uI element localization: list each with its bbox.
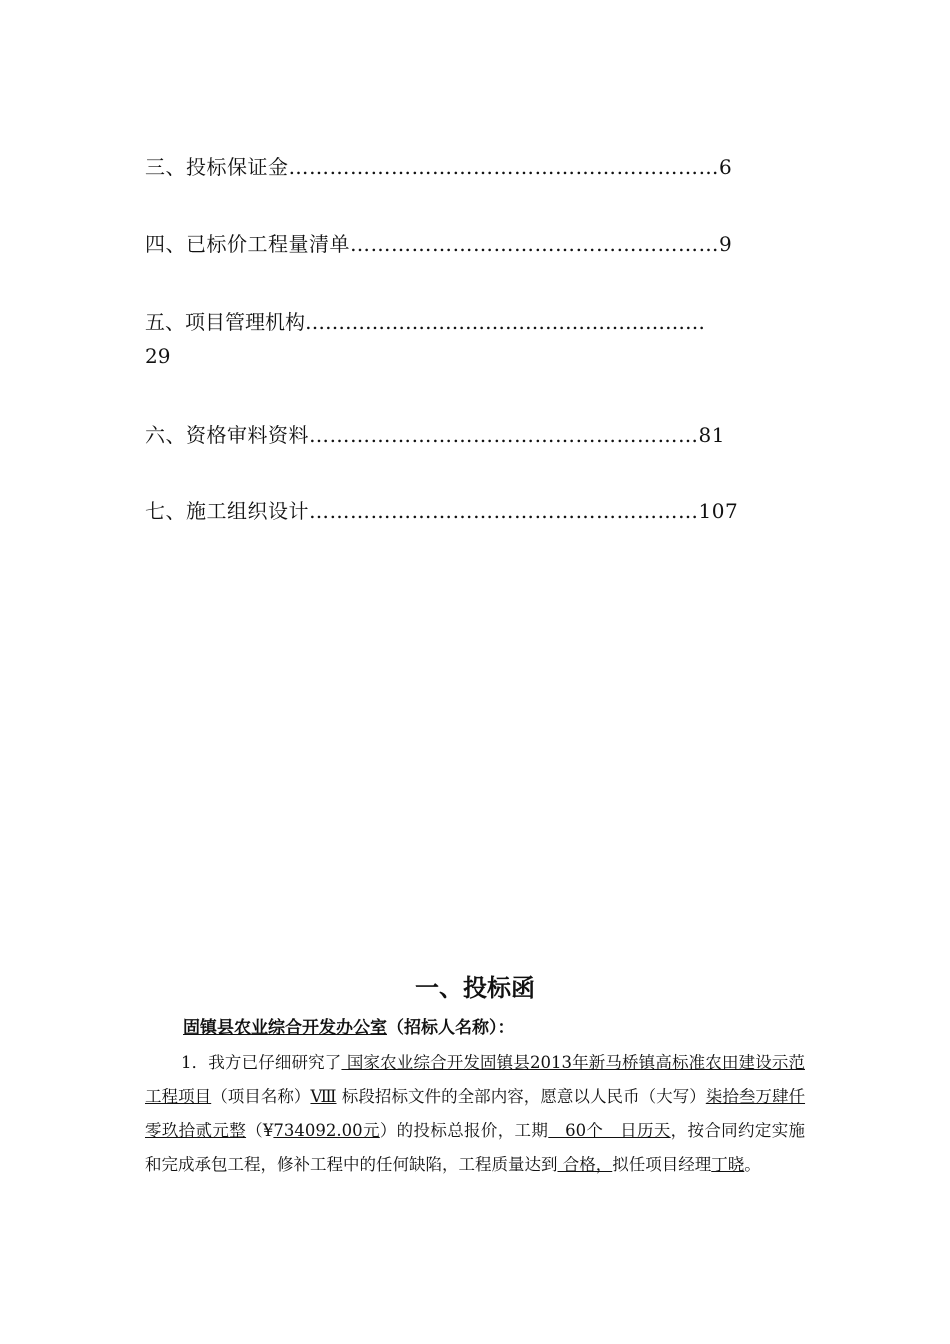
para-text-2: 标段招标文件的全部内容，愿意以人民币（大写）: [336, 1087, 706, 1106]
para-end: 。: [744, 1155, 761, 1174]
lot-number: Ⅷ: [310, 1087, 337, 1106]
toc-page: 81: [698, 423, 725, 447]
project-name: 国家农业综合开发固镇县2013年新马桥镇高标准农田建设示范工程项目: [145, 1053, 805, 1106]
toc-leader: ………………………………………………………: [288, 155, 719, 179]
addressee-line: [183, 1016, 515, 1040]
toc-item-7: [145, 499, 738, 523]
toc-label: 七、施工组织设计: [145, 499, 309, 523]
amount-in-words: 柒拾叁万肆仟零玖拾贰元整: [145, 1087, 806, 1140]
toc-page: 29: [145, 344, 171, 368]
quality-standard: 合格，: [557, 1155, 613, 1174]
toc-label: 五、项目管理机构: [145, 310, 305, 334]
section-heading: 一、投标函: [415, 974, 535, 1002]
toc-page: 107: [698, 499, 739, 523]
para-text-3: ）的投标总报价，工期: [379, 1121, 549, 1140]
toc-label: 六、资格审料资料: [145, 423, 309, 447]
toc-leader: ……………………………………………………: [305, 310, 705, 334]
toc-item-6: [145, 423, 725, 447]
toc-page: 9: [719, 232, 733, 256]
toc-leader: …………………………………………………: [309, 423, 699, 447]
para-text-4: ，按合同约定实施和完成承包工程，修补工程中的任何缺陷，工程质量达到: [145, 1121, 806, 1174]
para-text-5: 拟任项目经理: [612, 1155, 712, 1174]
toc-item-5: [145, 310, 705, 368]
project-note: （项目名称）: [211, 1087, 311, 1106]
toc-page: 6: [719, 155, 733, 179]
amount-in-figures: 734092.00元: [273, 1121, 380, 1140]
bid-letter-paragraph: [145, 1046, 805, 1182]
paren-open: （¥: [246, 1121, 274, 1140]
toc-label: 四、已标价工程量清单: [145, 232, 350, 256]
addressee-note: （招标人名称）：: [387, 1018, 515, 1038]
duration: 60个 日历天: [548, 1121, 671, 1140]
toc-item-3: [145, 155, 732, 179]
para-number: 1．我方已仔细研究了: [181, 1053, 342, 1072]
toc-leader: ………………………………………………: [350, 232, 719, 256]
toc-item-4: [145, 232, 732, 256]
toc-label: 三、投标保证金: [145, 155, 289, 179]
addressee-name: 固镇县农业综合开发办公室: [183, 1018, 387, 1038]
project-manager: 丁晓: [711, 1155, 745, 1174]
toc-leader: …………………………………………………: [309, 499, 699, 523]
